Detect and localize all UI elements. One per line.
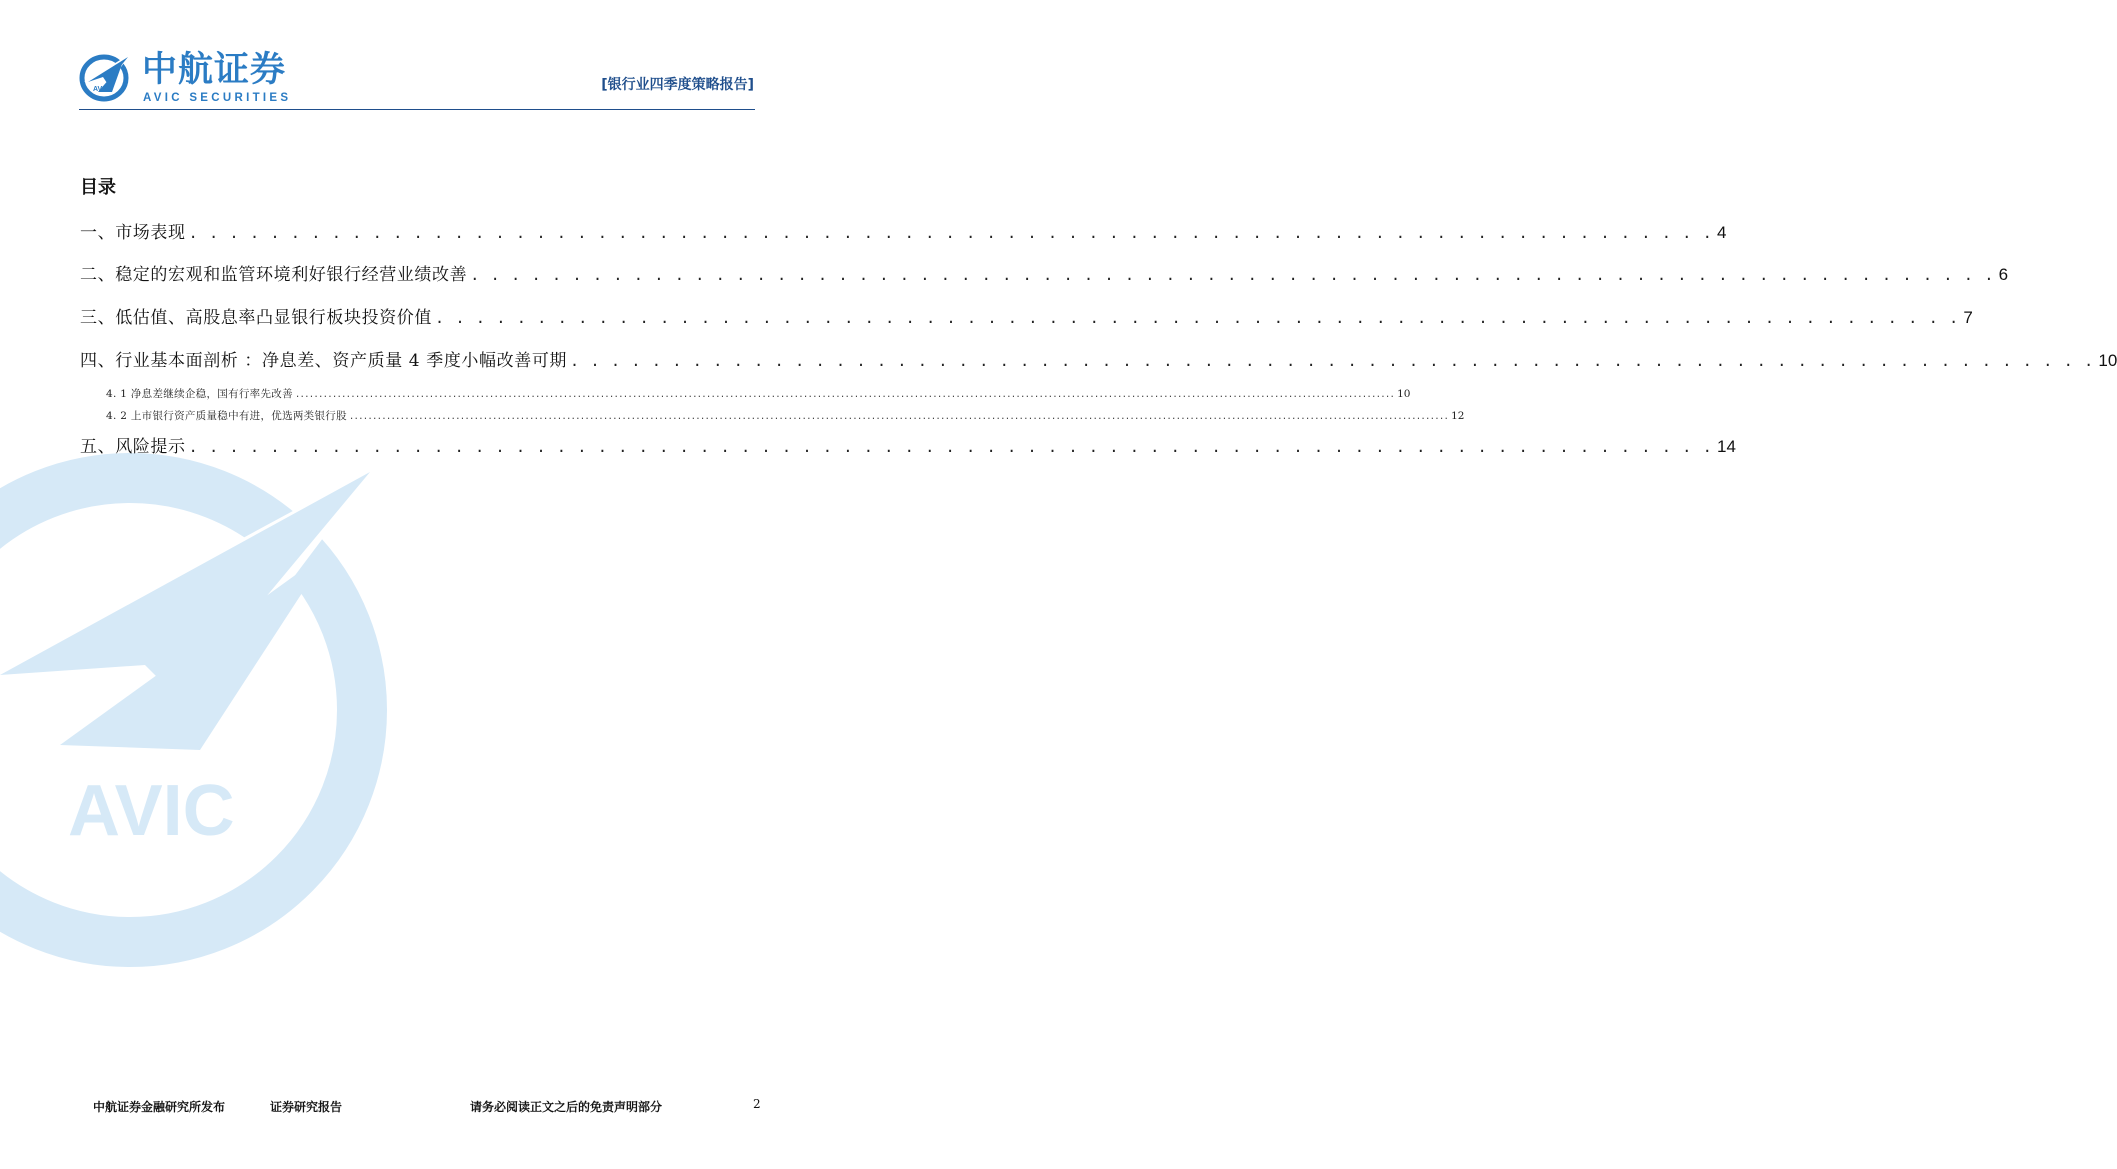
toc-leader: . . . . . . . . . . . . . . . . . . . . . . . . . . . . . . . . . . . . . . . . . . . . . . . . . . . . . . . . . . . . . . . . . . . . . . . . . . . [188,224,1713,242]
header-divider [79,109,755,110]
footer-disclaimer: 请务必阅读正文之后的免责声明部分 [470,1100,663,1114]
avic-logo-icon [78,52,132,102]
toc-entry-text: 二、稳定的宏观和监管环境利好银行经营业绩改善 [80,265,468,285]
toc-subentry[interactable] [106,409,1465,424]
svg-text:AVIC: AVIC [93,86,110,93]
report-title-tag: [银行业四季度策略报告] [601,77,754,93]
toc-entry-text: 五、风险提示 [80,437,186,457]
logo-english-name: AVIC SECURITIES [143,92,292,104]
watermark-text: AVIC [68,771,235,851]
toc-entry[interactable] [80,435,1736,459]
toc-entry-text: 四、行业基本面剖析 ：净息差、资产质量 4 季度小幅改善可期 [80,351,568,371]
avic-watermark-icon [0,460,400,980]
toc-leader: .............................................................................................................................................................................................................................................. [294,390,1395,400]
toc-page-number: 10 [1397,388,1411,400]
toc-leader: . . . . . . . . . . . . . . . . . . . . . . . . . . . . . . . . . . . . . . . . . . . . . . . . . . . . . . . . . . . . . . . . . . . . . . . . . . . [470,266,1995,284]
logo-chinese-name: 中航证券 [142,50,287,90]
toc-subentry[interactable] [106,387,1411,402]
toc-entry[interactable] [80,221,1727,245]
toc-page-number: 10 [2098,351,2117,370]
toc-page-number: 14 [1717,437,1736,456]
toc-entry[interactable] [80,306,1973,330]
footer-report-type: 证券研究报告 [270,1100,343,1114]
page-header [0,0,827,112]
toc-page-number: 12 [1451,410,1465,422]
toc-leader: .............................................................................................................................................................................................................................................. [348,412,1449,422]
toc-entry-text: 三、低估值、高股息率凸显银行板块投资价值 [80,308,432,328]
toc-entry-text: 4. 2 上市银行资产质量稳中有进，优选两类银行股 [106,410,347,422]
toc-entry-text: 4. 1 净息差继续企稳，国有行率先改善 [106,388,293,400]
toc-page-number: 7 [1963,308,1973,327]
toc-entry-text: 一、市场表现 [80,223,186,243]
toc-page-number: 4 [1717,223,1727,242]
page-number: 2 [753,1097,761,1111]
toc-entry[interactable] [80,263,2009,287]
toc-entry[interactable] [80,349,2117,373]
toc-leader: . . . . . . . . . . . . . . . . . . . . . . . . . . . . . . . . . . . . . . . . . . . . . . . . . . . . . . . . . . . . . . . . . . . . . . . . . . . [435,309,1960,327]
toc-leader: . . . . . . . . . . . . . . . . . . . . . . . . . . . . . . . . . . . . . . . . . . . . . . . . . . . . . . . . . . . . . . . . . . . . . . . . . . . [570,352,2095,370]
toc-title: 目录 [80,177,116,198]
toc-page-number: 6 [1998,265,2009,284]
footer-publisher: 中航证券金融研究所发布 [93,1100,226,1114]
toc-leader: . . . . . . . . . . . . . . . . . . . . . . . . . . . . . . . . . . . . . . . . . . . . . . . . . . . . . . . . . . . . . . . . . . . . . . . . . . . [188,438,1713,456]
